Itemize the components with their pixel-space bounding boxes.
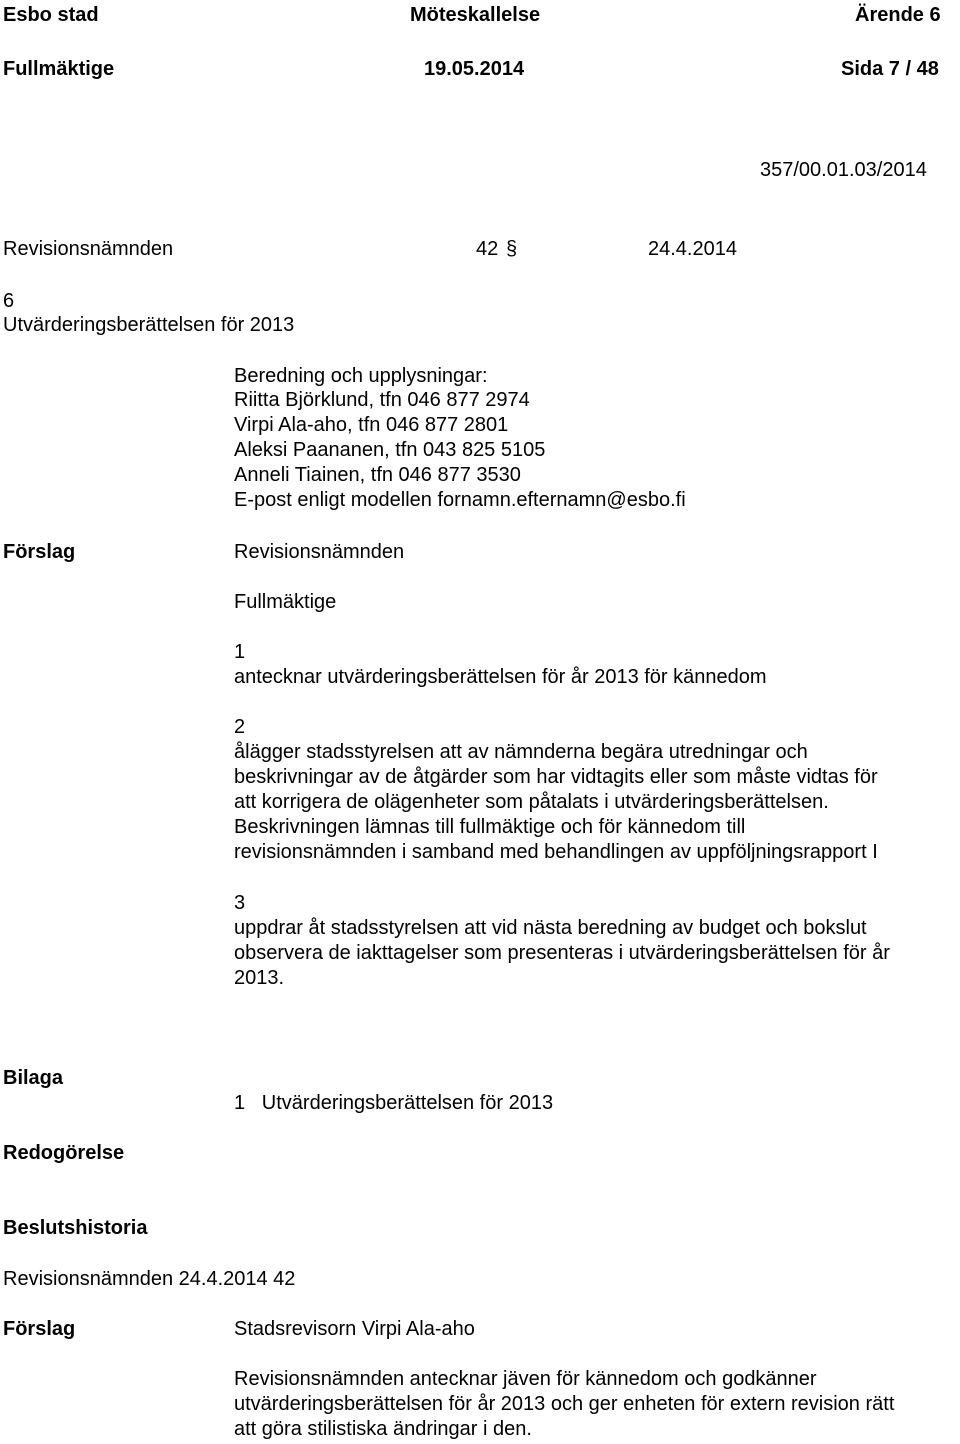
point-text: uppdrar åt stadsstyrelsen att vid nästa beredning av budget och bokslut observera de iakttagelser som presenteras i utvärderingsberättelsen för år 2013.: [234, 917, 890, 989]
point-text: antecknar utvärderingsberättelsen för år 2013 för kännedom: [234, 666, 767, 688]
history-proposal-label: Förslag: [3, 1318, 76, 1340]
point-number: 3: [234, 892, 246, 914]
proposal-recipient: Fullmäktige: [234, 591, 337, 613]
header-doc-type: Möteskallelse: [410, 4, 541, 26]
contact-line: Virpi Ala-aho, tfn 046 877 2801: [234, 414, 509, 436]
header-page: Sida 7 / 48: [841, 58, 939, 80]
header-body: Fullmäktige: [3, 58, 115, 80]
proposal-proposer: Revisionsnämnden: [234, 541, 405, 563]
point-text: ålägger stadsstyrelsen att av nämnderna begära utredningar och beskrivningar av de åtgärder som har vidtagits eller som måste vidtas för att korrigera de olägenheter som påtalats i utvärderingsberättelsen. Beskrivningen lämnas till fullmäktige och för kännedom till revisionsnämnden i samband med behandlingen av uppföljningsrapport I: [234, 741, 878, 863]
point-number: 1: [234, 641, 246, 663]
point-number: 2: [234, 716, 246, 738]
header-date: 19.05.2014: [424, 58, 525, 80]
meeting-date: 24.4.2014: [648, 238, 737, 260]
history-decision: Revisionsnämnden antecknar jäven för kännedom och godkänner utvärderingsberättelsen för år 2013 och ger enheten för extern revision rätt att göra stilistiska ändringar i den.: [234, 1368, 895, 1440]
email-note: E-post enligt modellen fornamn.efternamn@esbo.fi: [234, 489, 686, 511]
history-proposer: Stadsrevisorn Virpi Ala-aho: [234, 1318, 475, 1340]
item-title: Utvärderingsberättelsen för 2013: [3, 314, 295, 336]
attachment-item: 1 Utvärderingsberättelsen för 2013: [234, 1092, 554, 1114]
item-number: 6: [3, 290, 15, 312]
history-entry: Revisionsnämnden 24.4.2014 42: [3, 1268, 296, 1290]
header-item: Ärende 6: [855, 4, 941, 26]
preparation-heading: Beredning och upplysningar:: [234, 365, 488, 387]
reference-number: 357/00.01.03/2014: [760, 159, 927, 181]
meeting-board: Revisionsnämnden: [3, 238, 174, 260]
section-symbol: §: [506, 238, 518, 260]
contact-line: Anneli Tiainen, tfn 046 877 3530: [234, 464, 521, 486]
attachments-label: Bilaga: [3, 1067, 64, 1089]
contact-line: Riitta Björklund, tfn 046 877 2974: [234, 389, 530, 411]
proposal-label: Förslag: [3, 541, 76, 563]
contact-line: Aleksi Paananen, tfn 043 825 5105: [234, 439, 546, 461]
history-label: Beslutshistoria: [3, 1217, 148, 1239]
header-org: Esbo stad: [3, 4, 99, 26]
meeting-section: 42: [476, 238, 499, 260]
report-label: Redogörelse: [3, 1142, 125, 1164]
